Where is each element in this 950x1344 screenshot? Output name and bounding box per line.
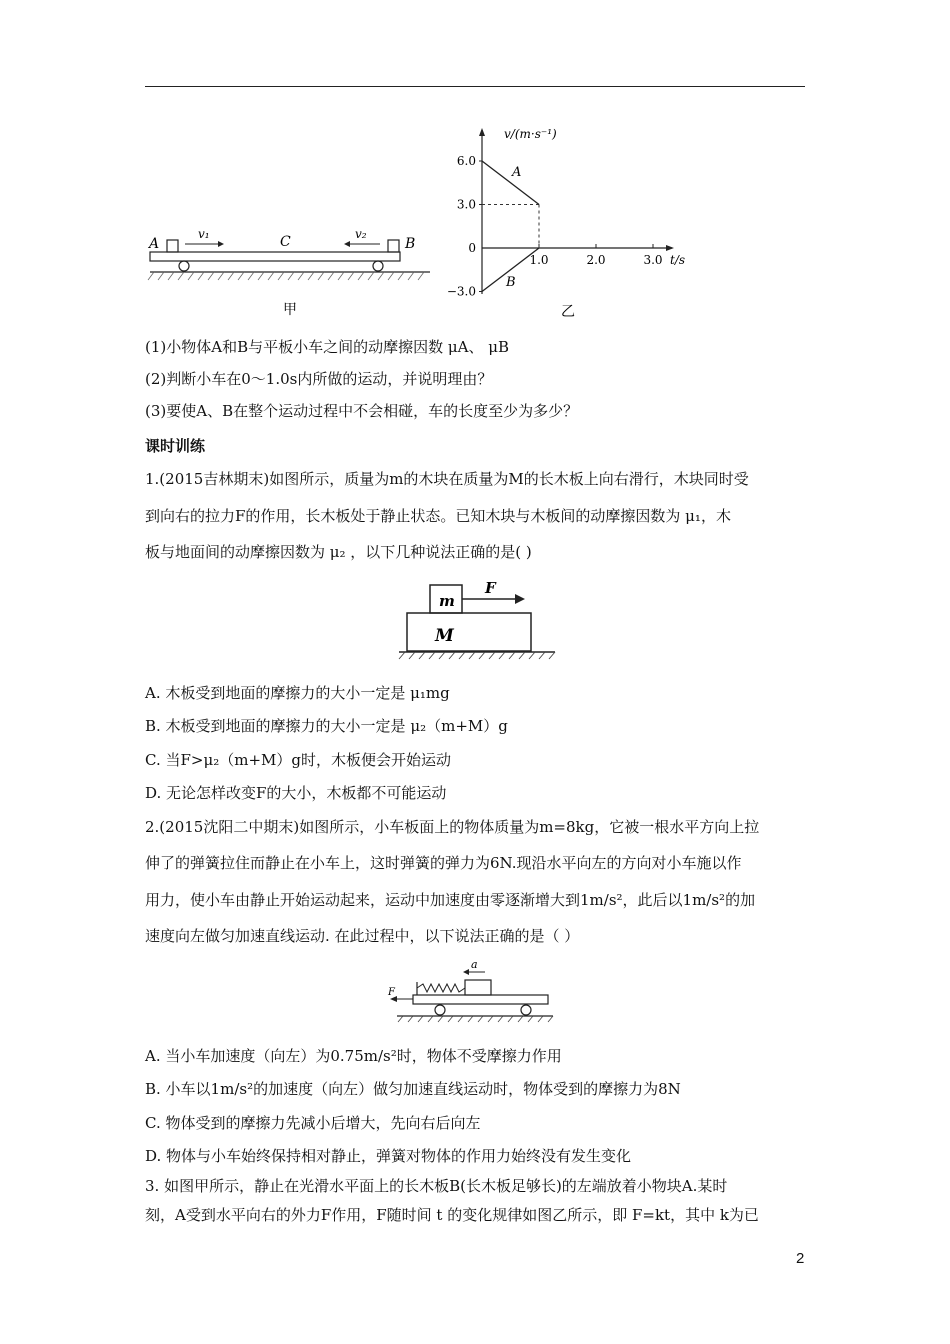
y-tick-label: 0 xyxy=(468,241,476,255)
label-A: A xyxy=(149,236,160,252)
label-M: M xyxy=(435,626,454,646)
label-v2: v₂ xyxy=(355,227,367,241)
problem2-option: B. 小车以1m/s²的加速度（向左）做匀加速直线运动时，物体受到的摩擦力为8N xyxy=(145,1080,681,1098)
y-tick-label: 6.0 xyxy=(456,154,476,168)
problem2-line: 伸了的弹簧拉住而静止在小车上，这时弹簧的弹力为6N.现沿水平向左的方向对小车施以作 xyxy=(145,854,742,872)
figure-yi xyxy=(440,122,700,322)
y-axis-label: v/(m·s⁻¹) xyxy=(504,127,557,141)
section-title: 课时训练 xyxy=(145,437,206,455)
series-label-A: A xyxy=(512,165,522,180)
label-F: F xyxy=(388,987,395,998)
label-v1: v₁ xyxy=(198,227,210,241)
caption-jia: 甲 xyxy=(283,302,297,318)
problem3-line: 3. 如图甲所示，静止在光滑水平面上的长木板B(长木板足够长)的左端放着小物块A.某时 xyxy=(145,1177,728,1195)
page-number: 2 xyxy=(796,1250,805,1267)
problem2-line: 2.(2015沈阳二中期末)如图所示，小车板面上的物体质量为m=8kg，它被一根水平方向上拉 xyxy=(145,818,760,836)
label-a: a xyxy=(471,958,478,971)
problem1-line: 到向右的拉力F的作用，长木板处于静止状态。已知木块与木板间的动摩擦因数为 μ₁，木 xyxy=(145,507,731,525)
x-axis-label: t/s xyxy=(670,253,686,267)
y-tick-label: 3.0 xyxy=(456,197,476,212)
problem2-line: 用力，使小车由静止开始运动起来，运动中加速度由零逐渐增大到1m/s²，此后以1m/s²的加 xyxy=(145,891,756,909)
problem1-option: B. 木板受到地面的摩擦力的大小一定是 μ₂（m+M）g xyxy=(145,717,508,735)
problem1-option: D. 无论怎样改变F的大小，木板都不可能运动 xyxy=(145,784,447,802)
x-tick-label: 3.0 xyxy=(643,253,663,267)
series-line-A xyxy=(482,161,539,205)
header-rule xyxy=(145,86,805,87)
figure-block-board xyxy=(395,575,565,665)
series-label-B: B xyxy=(506,275,516,290)
label-C: C xyxy=(280,234,291,250)
problem2-option: D. 物体与小车始终保持相对静止，弹簧对物体的作用力始终没有发生变化 xyxy=(145,1147,632,1165)
problem2-option: A. 当小车加速度（向左）为0.75m/s²时，物体不受摩擦力作用 xyxy=(145,1047,562,1065)
problem1-line: 板与地面间的动摩擦因数为 μ₂ ，以下几种说法正确的是( ) xyxy=(145,543,532,561)
figure-cart-spring xyxy=(385,955,560,1027)
problem1-line: 1.(2015吉林期末)如图所示，质量为m的木块在质量为M的长木板上向右滑行，木块同时受 xyxy=(145,470,749,488)
label-B: B xyxy=(405,236,416,252)
problem3-line: 刻，A受到水平向右的外力F作用，F随时间 t 的变化规律如图乙所示，即 F=kt，其中 k为已 xyxy=(145,1206,759,1224)
label-F: F xyxy=(485,579,496,597)
question-1: (1)小物体A和B与平板小车之间的动摩擦因数 μA、 μB xyxy=(145,338,509,356)
caption-yi: 乙 xyxy=(561,304,575,320)
x-tick-label: 1.0 xyxy=(529,253,549,267)
problem1-option: A. 木板受到地面的摩擦力的大小一定是 μ₁mg xyxy=(145,684,450,702)
problem2-option: C. 物体受到的摩擦力先减小后增大，先向右后向左 xyxy=(145,1114,481,1132)
question-2: (2)判断小车在0～1.0s内所做的运动，并说明理由？ xyxy=(145,370,493,388)
y-tick-label: −3.0 xyxy=(446,284,476,299)
question-3: (3)要使A、B在整个运动过程中不会相碰，车的长度至少为多少？ xyxy=(145,402,579,420)
problem2-line: 速度向左做匀加速直线运动. 在此过程中，以下说法正确的是（ ） xyxy=(145,927,580,945)
label-m: m xyxy=(439,592,455,610)
x-tick-label: 2.0 xyxy=(586,253,606,267)
problem1-option: C. 当F>μ₂（m+M）g时，木板便会开始运动 xyxy=(145,751,451,769)
figure-jia xyxy=(140,222,440,322)
